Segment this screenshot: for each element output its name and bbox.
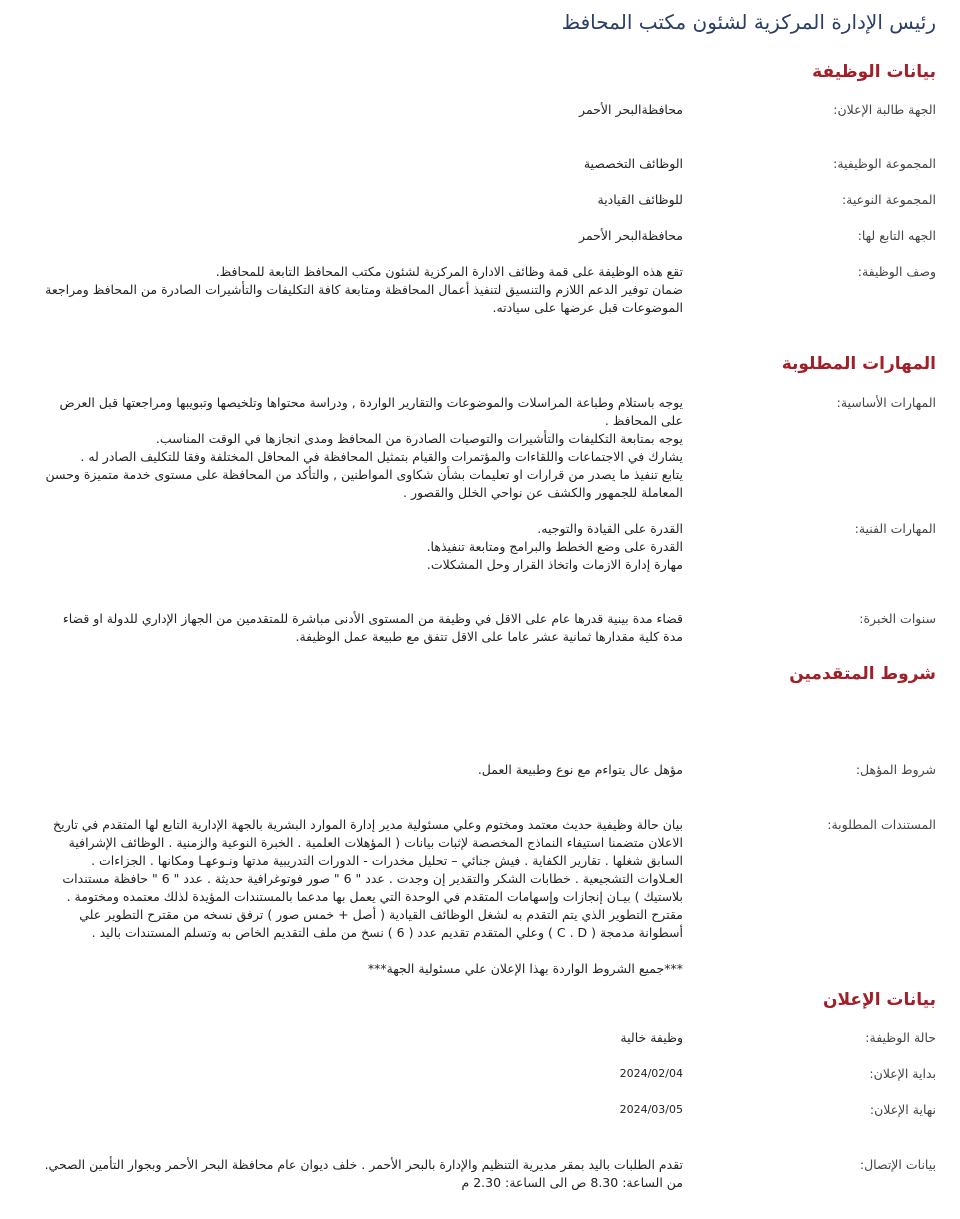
technical-skill-line: القدرة على وضع الخطط والبرامج ومتابعة تنفيذها. [426,539,683,554]
description-value [43,263,683,317]
affiliated-label: الجهه التابع لها: [857,228,936,243]
basic-skills-label: المهارات الأساسية: [836,395,936,410]
status-label: حالة الوظيفة: [865,1030,936,1045]
affiliated-value: محافظةالبحر الأحمر [579,228,683,243]
advertiser-value: محافظةالبحر الأحمر [579,102,683,117]
job-group-label: المجموعة الوظيفية: [833,156,936,171]
section-title-applicants: شروط المتقدمين [789,664,936,684]
experience-value: قضاء مدة بينية قدرها عام على الاقل في وظيفة من المستوى الأدنى مباشرة للمتقدمين من الجهاز الإداري للدولة او قضاء مدة كلية مقدارها ثمانية عشر عاما على الاقل تتفق مع طبيعة عمل الوظيفة. [62,611,683,644]
documents-text: بيان حالة وظيفية حديث معتمد ومختوم وعلي مسئولية مدير إدارة الموارد البشرية بالجهة الإدارية التابع لها المتقدم في تاريخ الاعلان متضمنا استيفاء النماذج المخصصة لإثبات بيانات ( المؤهلات العلمية . الخبرة النوعية والزمنية . الوظائف الإشرافية السابق شغلها . تقارير الكفاية . فيش جنائي – تحليل مخدرات - الدورات التدريبية مدتها ونـوعهـا ومكانها . الجزاءات . العـلاوات التشجيعية . خطابات الشكر والتقدير إن وجدت . عدد " 6 " صور فوتوغرافية حديثة . عدد " 6 " حافظة مستندات بلاستيك ) بيـان إنجازات وإسهامات المتقدم في الوحدة التي يعمل بها مدعما بالمستندات المؤيدة لذلك معتمده ومختومة . مقترح التطوير الذي يتم التقدم به لشغل الوظائف القيادية ( أصل + خمس صور ) ترفق نسخه من مقترح التطوير علي أسطوانة مدمجة ( C . D ) وعلي المتقدم تقديم عدد ( 6 ) نسخ من ملف التقديم الخاص به وتسلم المستندات باليد . [53,817,683,940]
description-label: وصف الوظيفة: [857,264,936,279]
description-line: ضمان توفير الدعم اللازم والتنسيق لتنفيذ أعمال المحافظة ومتابعة كافة التكليفات والتأشيرات الصادرة من المحافظ ومراجعة الموضوعات قبل عرضها على سيادته. [45,282,683,315]
basic-skill-line: يشارك في الاجتماعات واللقاءات والمؤتمرات والقيام بتمثيل المحافظة في المحافل المختلفة وفقا للتكليف الصادر له . [80,449,683,464]
status-value: وظيفة خالية [620,1030,683,1045]
end-date-label: نهاية الإعلان: [869,1102,936,1117]
basic-skill-line: يوجه باستلام وطباعة المراسلات والموضوعات والتقارير الواردة , ودراسة محتواها وتلخيصها وتبويبها ومراجعتها قبل العرض على المحافظ . [59,395,683,428]
experience-label: سنوات الخبرة: [859,611,936,626]
documents-note: ***جميع الشروط الواردة بهذا الإعلان علي مسئولية الجهة*** [367,961,683,976]
technical-skill-line: مهارة إدارة الازمات واتخاذ القرار وحل المشكلات. [426,557,683,572]
qualification-value: مؤهل عال يتواءم مع نوع وطبيعة العمل. [477,762,683,777]
section-title-announcement: بيانات الإعلان [823,990,936,1010]
contact-value [43,1156,683,1192]
section-title-job: بيانات الوظيفة [812,62,936,82]
advertiser-label: الجهة طالبة الإعلان: [833,102,936,117]
type-group-label: المجموعة النوعية: [841,192,936,207]
contact-line: تقدم الطلبات باليد بمقر مديرية التنظيم والإدارة بالبحر الأحمر . خلف ديوان عام محافظة البحر الأحمر وبجوار التأمين الصحي. [44,1157,683,1172]
qualification-label: شروط المؤهل: [855,762,936,777]
end-date-value: 2024/03/05 [619,1103,683,1116]
page-title: رئيس الإدارة المركزية لشئون مكتب المحافظ [561,10,936,34]
technical-skill-line: القدرة على القيادة والتوجيه. [537,521,683,536]
start-date-value: 2024/02/04 [619,1067,683,1080]
basic-skill-line: يتابع تنفيذ ما يصدر من قرارات او تعليمات بشأن شكاوى المواطنين , والتأكد من المحافظة على مستوى خدمة متميزة وحسن المعاملة للجمهور والكشف عن نواحي الخلل والقصور . [45,467,683,500]
start-date-label: بداية الإعلان: [869,1066,936,1081]
section-title-skills: المهارات المطلوبة [781,354,936,374]
documents-label: المستندات المطلوبة: [827,817,936,832]
description-line: تقع هذه الوظيفة على قمة وظائف الادارة المركزية لشئون مكتب المحافظ التابعة للمحافظ. [215,264,683,279]
type-group-value: للوظائف القيادية [597,192,683,207]
contact-label: بيانات الإتصال: [859,1157,936,1172]
basic-skills-value [43,394,683,502]
contact-line: من الساعة: 8.30 ص الى الساعة: 2.30 م [461,1175,683,1190]
technical-skills-value [43,520,683,574]
technical-skills-label: المهارات الفنية: [854,521,936,536]
job-group-value: الوظائف التخصصية [583,156,683,171]
basic-skill-line: يوجه بمتابعة التكليفات والتأشيرات والتوصيات الصادرة من المحافظ ومدى انجازها في الوقت المناسب. [155,431,683,446]
documents-value [43,816,683,978]
